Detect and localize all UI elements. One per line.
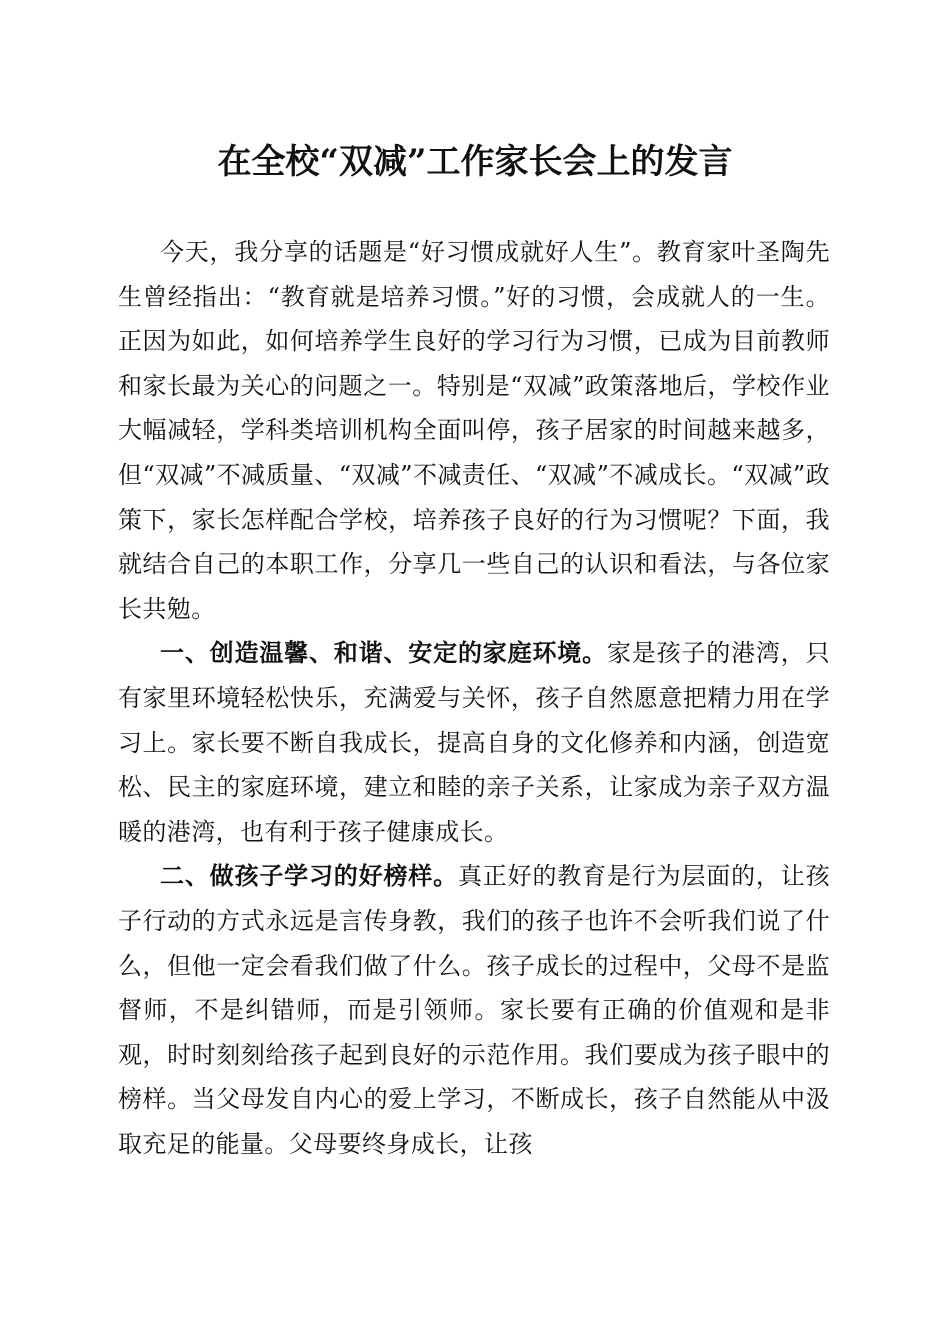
paragraph-intro-text: 今天，我分享的话题是“好习惯成就好人生”。教育家叶圣陶先生曾经指出：“教育就是培养习惯。”好的习惯，会成就人的一生。正因为如此，如何培养学生良好的学习行为习惯，已成为目前教师和家长最为关心的问题之一。特别是“双减”政策落地后，学校作业大幅减轻，学科类培训机构全面叫停，孩子居家的时间越来越多，但“双减”不减质量、“双减”不减责任、“双减”不减成长。“双减”政策下，家长怎样配合学校，培养孩子良好的行为习惯呢？下面，我就结合自己的本职工作，分享几一些自己的认识和看法，与各位家长共勉。: [118, 238, 830, 623]
section-2-heading: 二、做孩子学习的好榜样。: [160, 861, 458, 891]
section-2-text: 真正好的教育是行为层面的，让孩子行动的方式永远是言传身教，我们的孩子也许不会听我们说了什么，但他一定会看我们做了什么。孩子成长的过程中，父母不是监督师，不是纠错师，而是引领师。家长要有正确的价值观和是非观，时时刻刻给孩子起到良好的示范作用。我们要成为孩子眼中的榜样。当父母发自内心的爱上学习，不断成长，孩子自然能从中汲取充足的能量。父母要终身成长，让孩: [118, 862, 830, 1158]
paragraph-intro: [118, 230, 830, 631]
document-body: [118, 230, 830, 1166]
document-title: 在全校“双减”工作家长会上的发言: [217, 142, 733, 182]
paragraph-section-1: [118, 631, 830, 854]
section-1-heading: 一、创造温馨、和谐、安定的家庭环境。: [160, 638, 607, 668]
section-1-text: 家是孩子的港湾，只有家里环境轻松快乐，充满爱与关怀，孩子自然愿意把精力用在学习上。家长要不断自我成长，提高自身的文化修养和内涵，创造宽松、民主的家庭环境，建立和睦的亲子关系，让家成为亲子双方温暖的港湾，也有利于孩子健康成长。: [118, 639, 830, 846]
paragraph-section-2: [118, 854, 830, 1166]
